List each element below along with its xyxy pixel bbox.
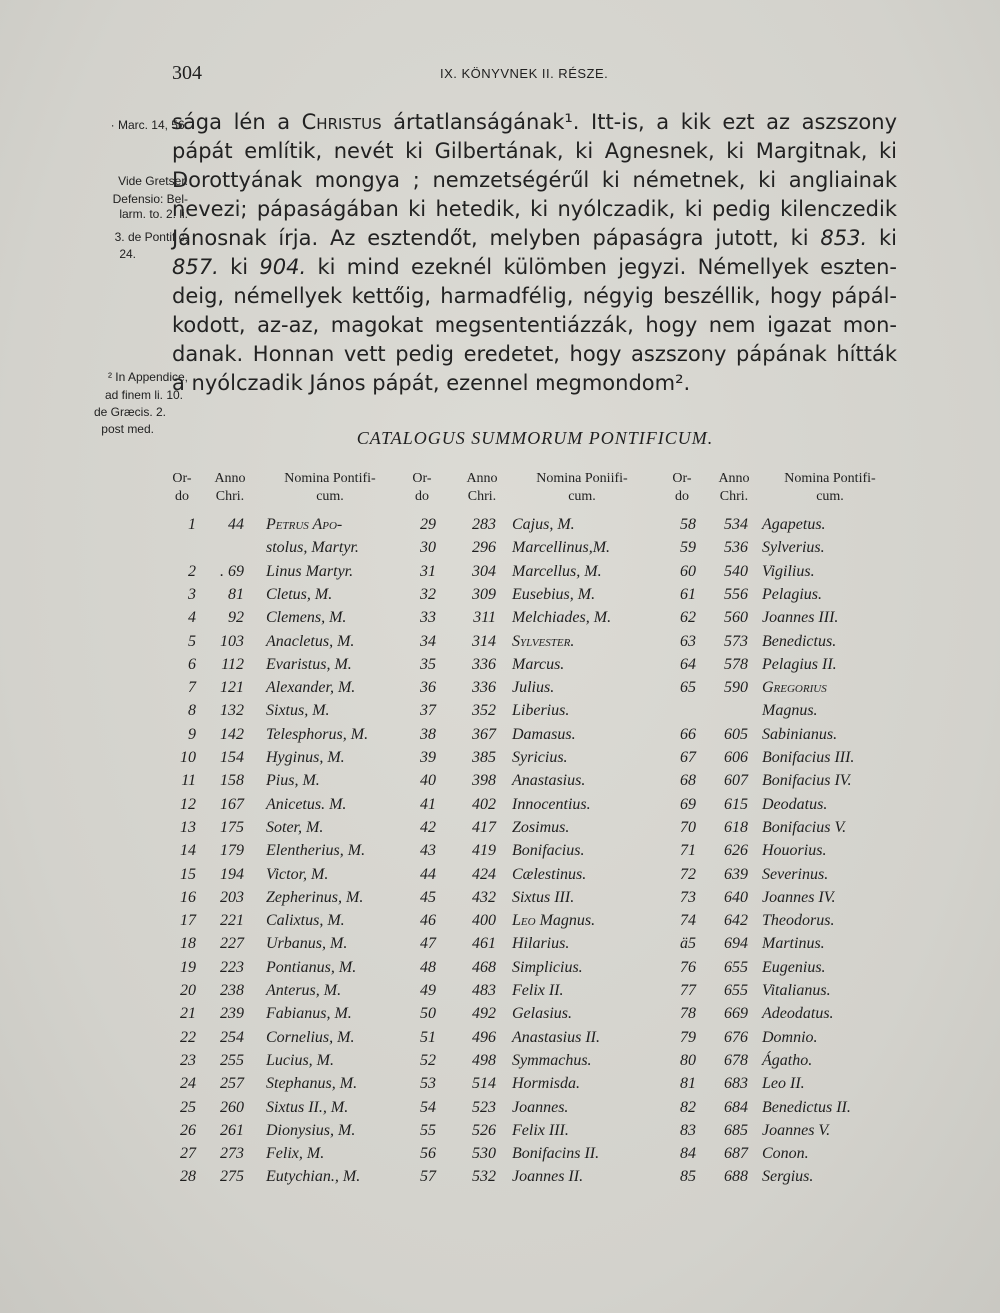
ordo-number: 52 <box>420 1051 436 1069</box>
pontiff-name: Linus Martyr. <box>266 562 354 580</box>
anno-year: 398 <box>472 772 496 790</box>
anno-year: 461 <box>472 935 496 953</box>
ordo-number: 43 <box>420 842 436 860</box>
pontiff-name: Liberius. <box>512 702 570 720</box>
pontiff-name: Sixtus, M. <box>266 702 330 720</box>
anno-year: 492 <box>472 1005 496 1023</box>
anno-year: 203 <box>220 888 244 906</box>
anno-year: 103 <box>220 632 244 650</box>
pontiff-name: Eusebius, M. <box>512 585 596 603</box>
margin-note: · Marc. 14, 56. <box>110 118 188 132</box>
pontiff-name: Hyginus, M. <box>266 749 345 766</box>
ordo-number: 26 <box>180 1121 196 1139</box>
margin-note: Vide Gretser. <box>118 174 188 188</box>
pontiff-name: Leo II. <box>762 1075 805 1093</box>
anno-year: 526 <box>472 1121 496 1139</box>
pontiff-name: Elentherius, M. <box>266 842 366 860</box>
ordo-number: 64 <box>680 655 696 673</box>
pontiff-name: Dionysius, M. <box>266 1121 356 1139</box>
ordo-number: 8 <box>188 702 196 720</box>
anno-year: 336 <box>472 679 496 697</box>
anno-year: 578 <box>724 655 748 673</box>
anno-year: 607 <box>724 772 748 790</box>
pontiff-name: Clemens, M. <box>266 609 347 627</box>
anno-year: 694 <box>724 935 748 953</box>
anno-year: 283 <box>472 516 496 533</box>
anno-year: 336 <box>472 655 496 673</box>
ordo-number: 38 <box>420 725 436 743</box>
pontiff-name: Leo Magnus. <box>512 912 596 930</box>
pontiff-name: Innocentius. <box>512 795 591 813</box>
anno-year: 560 <box>724 609 748 627</box>
anno-year: 605 <box>724 725 748 743</box>
pontiff-name: Vitalianus. <box>762 982 831 999</box>
pontiff-name: Stephanus, M. <box>266 1075 358 1093</box>
ordo-number: 61 <box>680 585 696 603</box>
pontiff-name: Deodatus. <box>762 795 828 813</box>
margin-note: post med. <box>101 422 154 436</box>
anno-year: 121 <box>220 679 244 697</box>
ordo-number: 10 <box>180 749 196 766</box>
pontiff-name: stolus, Martyr. <box>266 539 359 557</box>
ordo-number: 33 <box>420 609 436 627</box>
anno-year: 273 <box>220 1145 244 1163</box>
ordo-number: 17 <box>180 912 196 930</box>
header-nomina: Nomina Poniifi- cum. <box>536 471 628 504</box>
text-line: pápát említik, nevét ki Gilbertának, ki Agnesnek, ki Margitnak, ki <box>172 139 897 163</box>
anno-year: 154 <box>220 749 244 766</box>
anno-year: 639 <box>724 865 748 883</box>
anno-year: 687 <box>724 1145 748 1163</box>
text-line: a nyólczadik János pápát, ezennel megmondom². <box>172 371 691 395</box>
anno-year: 309 <box>472 585 496 603</box>
ordo-number: 63 <box>680 632 696 650</box>
anno-year: 81 <box>228 585 244 603</box>
pontiff-name: Gelasius. <box>512 1005 572 1023</box>
pontiff-name: Petrus Apo- <box>266 516 343 533</box>
running-title: IX. KÖNYVNEK II. RÉSZE. <box>440 66 609 81</box>
pontiff-name: Marcus. <box>512 655 565 673</box>
pontiff-name: Bonifacins II. <box>512 1145 600 1163</box>
anno-year: 112 <box>221 655 244 673</box>
text-line: deig, némellyek kettőig, harmadfélig, négyig beszéllik, hogy pápál- <box>172 284 897 308</box>
anno-year: 275 <box>220 1168 244 1186</box>
pontiff-name: Anterus, M. <box>266 982 342 999</box>
pontiff-name: Pelagius. <box>762 585 822 603</box>
pontiff-name: Lucius, M. <box>266 1051 334 1069</box>
ordo-number: 67 <box>680 749 696 766</box>
pontiff-name: Julius. <box>512 679 555 697</box>
ordo-number: 85 <box>680 1168 696 1186</box>
ordo-number: 27 <box>180 1145 196 1163</box>
anno-year: 314 <box>472 632 496 650</box>
pontiff-name: Theodorus. <box>762 912 835 930</box>
ordo-number: 3 <box>188 585 196 603</box>
pontiff-name: Victor, M. <box>266 865 329 883</box>
ordo-number: 40 <box>420 772 436 790</box>
ordo-number: 53 <box>420 1075 436 1093</box>
ordo-number: 24 <box>180 1075 196 1093</box>
ordo-number: 72 <box>680 865 696 883</box>
ordo-number: 28 <box>180 1168 196 1186</box>
ordo-number: 45 <box>420 888 436 906</box>
anno-year: 227 <box>220 935 244 953</box>
pontiff-name: Conon. <box>762 1145 809 1163</box>
ordo-number: 81 <box>680 1075 696 1093</box>
pontiff-name: Eugenius. <box>762 958 826 976</box>
anno-year: 255 <box>220 1051 244 1069</box>
ordo-number: 2 <box>188 562 196 580</box>
anno-year: 556 <box>724 585 748 603</box>
pontiff-name: Evaristus, M. <box>266 655 352 673</box>
anno-year: 402 <box>472 795 496 813</box>
pontiff-name: Houorius. <box>762 842 827 860</box>
ordo-number: 5 <box>188 632 196 650</box>
pontiff-name: Martinus. <box>762 935 825 953</box>
ordo-number: 42 <box>420 818 436 836</box>
pontiff-name: Fabianus, M. <box>266 1005 352 1023</box>
pontiff-name: Zosimus. <box>512 818 570 836</box>
pontiff-name: Sabinianus. <box>762 725 838 743</box>
margin-note: ad finem li. 10. <box>104 388 183 402</box>
anno-year: 260 <box>220 1098 244 1116</box>
pontiff-name: Anastasius II. <box>512 1028 600 1046</box>
ordo-number: 48 <box>420 958 436 976</box>
anno-year: 238 <box>220 982 244 999</box>
ordo-number: 23 <box>180 1051 196 1069</box>
ordo-number: 30 <box>420 539 436 557</box>
ordo-number: 29 <box>420 516 436 533</box>
pontiff-name: Joannes V. <box>762 1121 831 1139</box>
pontiff-name: Magnus. <box>762 702 818 720</box>
pontiff-name: Simplicius. <box>512 958 583 976</box>
ordo-number: 11 <box>181 772 196 790</box>
ordo-number: 39 <box>420 749 436 766</box>
ordo-number: 58 <box>680 516 696 533</box>
anno-year: 175 <box>220 818 244 836</box>
anno-year: 179 <box>220 842 244 860</box>
ordo-number: 7 <box>188 679 196 697</box>
ordo-number: 20 <box>180 982 196 999</box>
pontiff-name: Domnio. <box>762 1028 818 1046</box>
anno-year: 606 <box>724 749 748 766</box>
ordo-number: 34 <box>420 632 436 650</box>
anno-year: 514 <box>472 1075 496 1093</box>
anno-year: 417 <box>472 818 496 836</box>
ordo-number: 77 <box>680 982 696 999</box>
anno-year: 419 <box>472 842 496 860</box>
header-nomina: Nomina Pontifi- cum. <box>784 471 876 504</box>
pontiff-name: Hilarius. <box>512 935 570 953</box>
ordo-number: 6 <box>188 655 196 673</box>
anno-year: 590 <box>724 679 748 697</box>
catalog-title: CATALOGUS SUMMORUM PONTIFICUM. <box>356 428 714 448</box>
ordo-number: 65 <box>680 679 696 697</box>
anno-year: 688 <box>724 1168 748 1186</box>
anno-year: 194 <box>220 865 244 883</box>
pontiff-name: Benedictus II. <box>762 1098 851 1116</box>
ordo-number: 54 <box>420 1098 436 1116</box>
ordo-number: 13 <box>180 818 196 836</box>
anno-year: 669 <box>724 1005 748 1023</box>
pontiff-name: Alexander, M. <box>266 679 356 697</box>
anno-year: 352 <box>472 702 496 720</box>
anno-year: 304 <box>472 562 496 580</box>
ordo-number: 60 <box>680 562 696 580</box>
anno-year: 676 <box>724 1028 748 1046</box>
ordo-number: 59 <box>680 539 696 557</box>
pontiff-name: Anicetus. M. <box>266 795 347 813</box>
pontiff-name: Ágatho. <box>762 1051 813 1069</box>
text-line: nevezi; pápaságában ki hetedik, ki nyólczadik, ki pedig kilenczedik <box>172 197 897 221</box>
pontiff-name: Bonifacius V. <box>762 818 847 836</box>
pontiff-name: Pius, M. <box>266 772 320 790</box>
pontiff-name: Calixtus, M. <box>266 912 345 930</box>
pontiff-name: Felix II. <box>512 982 564 999</box>
anno-year: 573 <box>724 632 748 650</box>
ordo-number: 73 <box>680 888 696 906</box>
anno-year: 167 <box>220 795 244 813</box>
ordo-number: 37 <box>420 702 436 720</box>
ordo-number: 22 <box>180 1028 196 1046</box>
anno-year: 385 <box>472 749 496 766</box>
ordo-number: 46 <box>420 912 436 930</box>
ordo-number: 56 <box>420 1145 436 1163</box>
ordo-number: 1 <box>188 516 196 533</box>
header-ordo: Or- do <box>672 471 692 504</box>
margin-note: de Græcis. 2. <box>93 405 166 419</box>
anno-year: 257 <box>220 1075 244 1093</box>
ordo-number: 21 <box>180 1005 196 1023</box>
ordo-number: ä5 <box>680 935 696 953</box>
anno-year: 536 <box>724 539 748 557</box>
pontiff-name: Sylvester. <box>512 632 575 650</box>
anno-year: 684 <box>724 1098 748 1116</box>
text-line: kodott, az-az, magokat megsententiázzák, hogy nem igazat mon- <box>172 313 897 337</box>
pontiff-name: Cletus, M. <box>266 585 333 603</box>
anno-year: 223 <box>220 958 244 976</box>
anno-year: 685 <box>724 1121 748 1139</box>
anno-year: 239 <box>220 1005 244 1023</box>
header-anno: Anno Chri. <box>718 471 750 504</box>
ordo-number: 51 <box>420 1028 436 1046</box>
pontiff-name: Agapetus. <box>762 516 826 533</box>
ordo-number: 78 <box>680 1005 696 1023</box>
ordo-number: 82 <box>680 1098 696 1116</box>
anno-year: 261 <box>220 1121 244 1139</box>
ordo-number: 71 <box>680 842 696 860</box>
pontiff-name: Gregorius <box>762 679 827 697</box>
ordo-number: 19 <box>180 958 196 976</box>
pontiff-name: Cælestinus. <box>512 865 587 883</box>
pontiff-name: Hormisda. <box>512 1075 581 1093</box>
anno-year: 530 <box>472 1145 496 1163</box>
header-ordo: Or- do <box>412 471 432 504</box>
margin-note: larm. to. 2. li. <box>119 207 188 221</box>
ordo-number: 32 <box>420 585 436 603</box>
anno-year: 424 <box>472 865 496 883</box>
pontiff-name: Joannes III. <box>762 609 839 627</box>
pontiff-name: Anacletus, M. <box>266 632 355 650</box>
text-line: 857. ki 904. ki mind ezeknél külömben jegyzi. Némellyek eszten- <box>172 255 897 279</box>
ordo-number: 31 <box>420 562 436 580</box>
anno-year: 626 <box>724 842 748 860</box>
ordo-number: 79 <box>680 1028 696 1046</box>
ordo-number: 9 <box>188 725 196 743</box>
anno-year: 498 <box>472 1051 496 1069</box>
anno-year: 640 <box>724 888 748 906</box>
ordo-number: 83 <box>680 1121 696 1139</box>
header-anno: Anno Chri. <box>214 471 246 504</box>
anno-year: 532 <box>472 1168 496 1186</box>
ordo-number: 76 <box>680 958 696 976</box>
ordo-number: 44 <box>420 865 436 883</box>
pontiff-name: Anastasius. <box>512 772 586 790</box>
pontiff-name: Pontianus, M. <box>266 958 357 976</box>
pontiff-name: Melchiades, M. <box>512 609 612 627</box>
anno-year: 44 <box>228 516 244 533</box>
ordo-number: 16 <box>180 888 196 906</box>
pontiff-name: Sixtus II., M. <box>266 1098 349 1116</box>
anno-year: 367 <box>472 725 496 743</box>
pontiff-name: Benedictus. <box>762 632 837 650</box>
pontiff-name: Adeodatus. <box>762 1005 834 1023</box>
anno-year: 296 <box>472 539 496 557</box>
pontiff-name: Sergius. <box>762 1168 814 1186</box>
anno-year: 132 <box>220 702 244 720</box>
anno-year: 221 <box>220 912 244 930</box>
anno-year: 683 <box>724 1075 748 1093</box>
anno-year: 483 <box>472 982 496 999</box>
anno-year: 496 <box>472 1028 496 1046</box>
pontiff-name: Urbanus, M. <box>266 935 348 953</box>
anno-year: 655 <box>724 958 748 976</box>
pontiff-name: Sylverius. <box>762 539 825 557</box>
pontiff-name: Symmachus. <box>512 1051 592 1069</box>
pontiff-name: Severinus. <box>762 865 829 883</box>
ordo-number: 35 <box>420 655 436 673</box>
pontiff-name: Pelagius II. <box>762 655 837 673</box>
margin-note: 24. <box>119 247 136 261</box>
ordo-number: 14 <box>180 842 196 860</box>
ordo-number: 36 <box>420 679 436 697</box>
ordo-number: 50 <box>420 1005 436 1023</box>
pontiff-name: Joannes II. <box>512 1168 584 1186</box>
pontiff-name: Cornelius, M. <box>266 1028 355 1046</box>
margin-note: ² In Appendice, <box>107 370 188 384</box>
pontiff-name: Bonifacius. <box>512 842 585 860</box>
ordo-number: 70 <box>680 818 696 836</box>
ordo-number: 18 <box>180 935 196 953</box>
pontiff-name: Syricius. <box>512 749 568 766</box>
pontiff-name: Felix, M. <box>266 1145 325 1163</box>
anno-year: 523 <box>472 1098 496 1116</box>
ordo-number: 84 <box>680 1145 696 1163</box>
ordo-number: 62 <box>680 609 696 627</box>
anno-year: . 69 <box>220 562 244 580</box>
anno-year: 618 <box>724 818 748 836</box>
anno-year: 540 <box>724 562 748 580</box>
pontiff-name: Soter, M. <box>266 818 324 836</box>
ordo-number: 66 <box>680 725 696 743</box>
ordo-number: 41 <box>420 795 436 813</box>
anno-year: 158 <box>220 772 244 790</box>
text-line: sága lén a Christus ártatlanságának¹. Itt-is, a kik ezt az aszszony <box>172 110 897 134</box>
anno-year: 254 <box>220 1028 244 1046</box>
ordo-number: 69 <box>680 795 696 813</box>
ordo-number: 80 <box>680 1051 696 1069</box>
text-line: Dorottyának mongya ; nemzetségérűl ki németnek, ki angliainak <box>172 168 897 192</box>
anno-year: 468 <box>472 958 496 976</box>
text-line: danak. Honnan vett pedig eredetet, hogy aszszony pápának hítták <box>172 342 897 366</box>
pontiff-name: Zepherinus, M. <box>266 888 364 906</box>
ordo-number: 68 <box>680 772 696 790</box>
anno-year: 615 <box>724 795 748 813</box>
pontiff-name: Vigilius. <box>762 562 815 580</box>
pontiff-name: Telesphorus, M. <box>266 725 369 743</box>
pontiff-name: Joannes. <box>512 1098 569 1116</box>
page-number: 304 <box>172 62 202 84</box>
ordo-number: 4 <box>188 609 196 627</box>
christus-smallcaps: Christus <box>301 110 382 134</box>
pontiff-name: Eutychian., M. <box>266 1168 361 1186</box>
pontiff-name: Felix III. <box>512 1121 569 1139</box>
margin-note: 3. de Pontif c. <box>114 230 188 244</box>
pontiff-name: Bonifacius III. <box>762 749 855 766</box>
anno-year: 311 <box>473 609 496 627</box>
anno-year: 432 <box>472 888 496 906</box>
ordo-number: 15 <box>180 865 196 883</box>
header-ordo: Or- do <box>172 471 192 504</box>
pontiff-name: Bonifacius IV. <box>762 772 852 790</box>
anno-year: 655 <box>724 982 748 999</box>
ordo-number: 57 <box>420 1168 436 1186</box>
pontiff-name: Damasus. <box>512 725 576 743</box>
header-nomina: Nomina Pontifi- cum. <box>284 471 376 504</box>
ordo-number: 49 <box>420 982 436 999</box>
anno-year: 142 <box>220 725 244 743</box>
ordo-number: 25 <box>180 1098 196 1116</box>
anno-year: 400 <box>472 912 496 930</box>
anno-year: 534 <box>724 516 748 533</box>
page-header <box>0 62 1000 86</box>
pontiff-name: Sixtus III. <box>512 888 575 906</box>
pontiff-name: Cajus, M. <box>512 516 575 533</box>
text-line: Jánosnak írja. Az esztendőt, melyben pápaságra jutott, ki 853. ki <box>172 226 897 250</box>
anno-year: 92 <box>228 609 244 627</box>
pontiff-name: Marcellus, M. <box>512 562 602 580</box>
ordo-number: 12 <box>180 795 196 813</box>
pontiff-name: Marcellinus,M. <box>512 539 611 557</box>
margin-note: Defensio: Bel- <box>112 192 188 206</box>
ordo-number: 47 <box>420 935 436 953</box>
anno-year: 642 <box>724 912 748 930</box>
ordo-number: 55 <box>420 1121 436 1139</box>
anno-year: 678 <box>724 1051 748 1069</box>
ordo-number: 74 <box>680 912 696 930</box>
header-anno: Anno Chri. <box>466 471 498 504</box>
pontiff-name: Joannes IV. <box>762 888 836 906</box>
